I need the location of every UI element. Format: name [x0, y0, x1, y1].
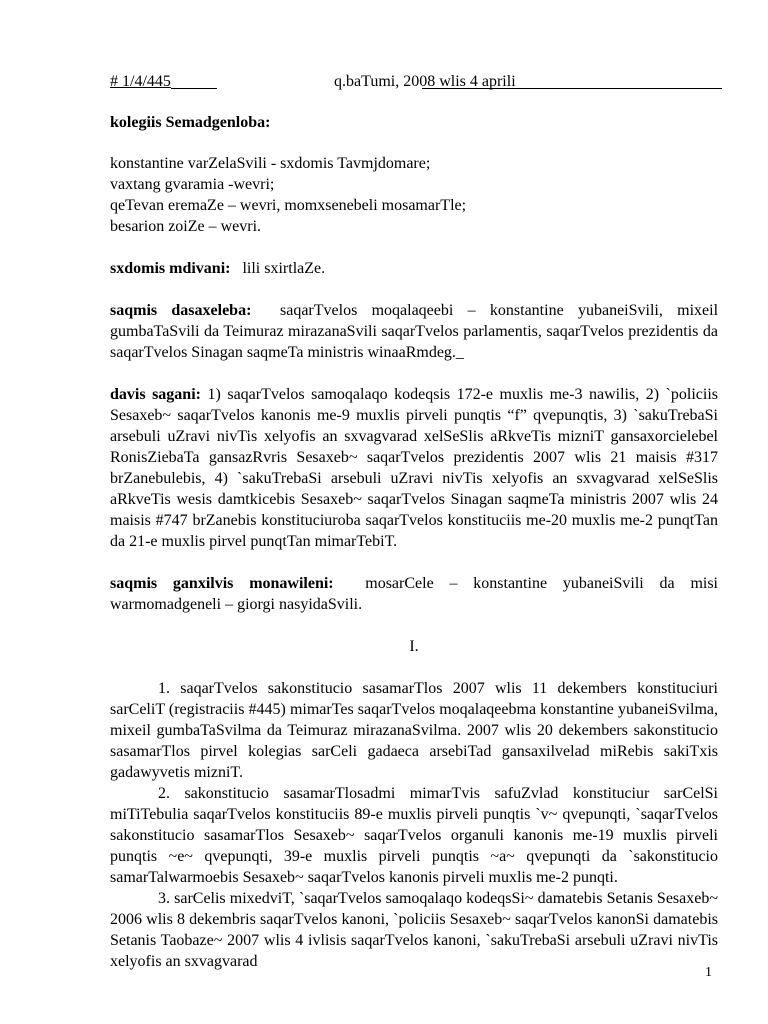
place-date: q.baTumi, 2008 wlis 4 aprili [334, 73, 516, 90]
case-name [110, 300, 718, 363]
case-number [110, 72, 217, 92]
participants-value: mosarCele – konstantine yubaneiSvili da misi warmomadgeneli – giorgi nasyidaSvili. [110, 575, 719, 613]
place-date-underline [422, 88, 722, 89]
paragraph: 2. sakonstitucio sasamarTlosadmi mimarTvis safuZvlad konstituciur sarCelSi miTiTebulia saqarTvelos konstituciis 89-e muxlis pirveli punqtis `v~ qvepunqti, `saqarTvelos sakonstitucio sasamarTlos Sesaxeb~ saqarTvelos organuli kanonis me-19 muxlis pirveli punqtis ~e~ qvepunqti, 39-e muxlis pirveli punqtis ~a~ qvepunqti da `sakonstitucio samarTalwarmoebis Sesaxeb~ saqarTvelos kanonis pirveli muxlis me-2 punqti. [110, 785, 718, 886]
paragraph: 3. sarCelis mixedviT, `saqarTvelos samoqalaqo kodeqsSi~ damatebis Setanis Sesaxeb~ 2006 wlis 8 dekembris saqarTvelos kanoni, `policiis Sesaxeb~ saqarTvelos kanonSi damatebis Setanis Taobaze~ 2007 wlis 4 ivlisis saqarTvelos kanoni, `sakuTrebaSi arsebuli uZravi nivTis xelyofis an sxvagvarad [110, 890, 718, 970]
board-members [110, 153, 718, 237]
case-number-underline [171, 72, 217, 89]
board-title: kolegiis Semadgenloba: [110, 114, 271, 131]
dispute-subject [110, 384, 718, 552]
paragraph: 1. saqarTvelos sakonstitucio sasamarTlos 2007 wlis 11 dekembers konstituciuri sarCeliT (registraciis #445) mimarTes saqarTvelos moqalaqeebma konstantine yubaneiSvilma, mixeil gumbaTaSvilma da Teimuraz mirazanaSvilma. 2007 wlis 20 dekembers sakonstitucio sasamarTlos pirvel kolegias sarCeli gadaeca arsebiTad gansaxilvelad miRebis sakiTxis gadawyvetis mizniT. [110, 680, 718, 781]
secretary-line [110, 258, 718, 279]
board-member: konstantine varZelaSvili - sxdomis Tavmjdomare; [110, 155, 431, 172]
document-page [110, 72, 718, 972]
board-member: besarion zoiZe – wevri. [110, 218, 262, 235]
section-paragraphs [110, 678, 718, 972]
case-name-value: saqarTvelos moqalaqeebi – konstantine yubaneiSvili, mixeil gumbaTaSvili da Teimuraz mirazanaSvili saqarTvelos parlamentis, saqarTvelos prezidentis da saqarTvelos Sinagan saqmeTa ministris winaaRmdeg._ [110, 302, 719, 361]
participants [110, 573, 718, 615]
board-member: vaxtang gvaramia -wevri; [110, 176, 275, 193]
case-name-label: saqmis dasaxeleba: [110, 302, 252, 319]
secretary-label: sxdomis mdivani: [110, 260, 231, 277]
board-member: qeTevan eremaZe – wevri, momxsenebeli mosamarTle; [110, 197, 467, 214]
document-header [110, 72, 718, 92]
participants-label: saqmis ganxilvis monawileni: [110, 575, 334, 592]
case-number-text: # 1/4/445 [110, 73, 171, 90]
secretary-value: lili sxirtlaZe. [242, 260, 326, 277]
section-numeral: I. [409, 638, 419, 655]
page-number: 1 [705, 965, 712, 980]
dispute-subject-value: 1) saqarTvelos samoqalaqo kodeqsis 172-e muxlis me-3 nawilis, 2) `policiis Sesaxeb~ saqarTvelos kanonis me-9 muxlis pirveli punqtis “f” qvepunqtis, 3) `sakuTrebaSi arsebuli uZravi nivTis xelyofis an sxvagvarad xelSeSlis aRkveTis mizniT gansaxorcielebel RonisZiebaTa gansazRvris Sesaxeb~ saqarTvelos prezidentis 2007 wlis 21 maisis #317 brZanebulebis, 4) `sakuTrebaSi arsebuli uZravi nivTis xelyofis an sxvagvarad xelSeSlis aRkveTis wesis damtkicebis Sesaxeb~ saqarTvelos Sinagan saqmeTa ministris 2007 wlis 24 maisis #747 brZanebis konstituciuroba saqarTvelos konstituciis me-20 muxlis me-2 punqtTan da 21-e muxlis pirvel punqtTan mimarTebiT. [110, 386, 719, 550]
dispute-subject-label: davis sagani: [110, 386, 201, 403]
